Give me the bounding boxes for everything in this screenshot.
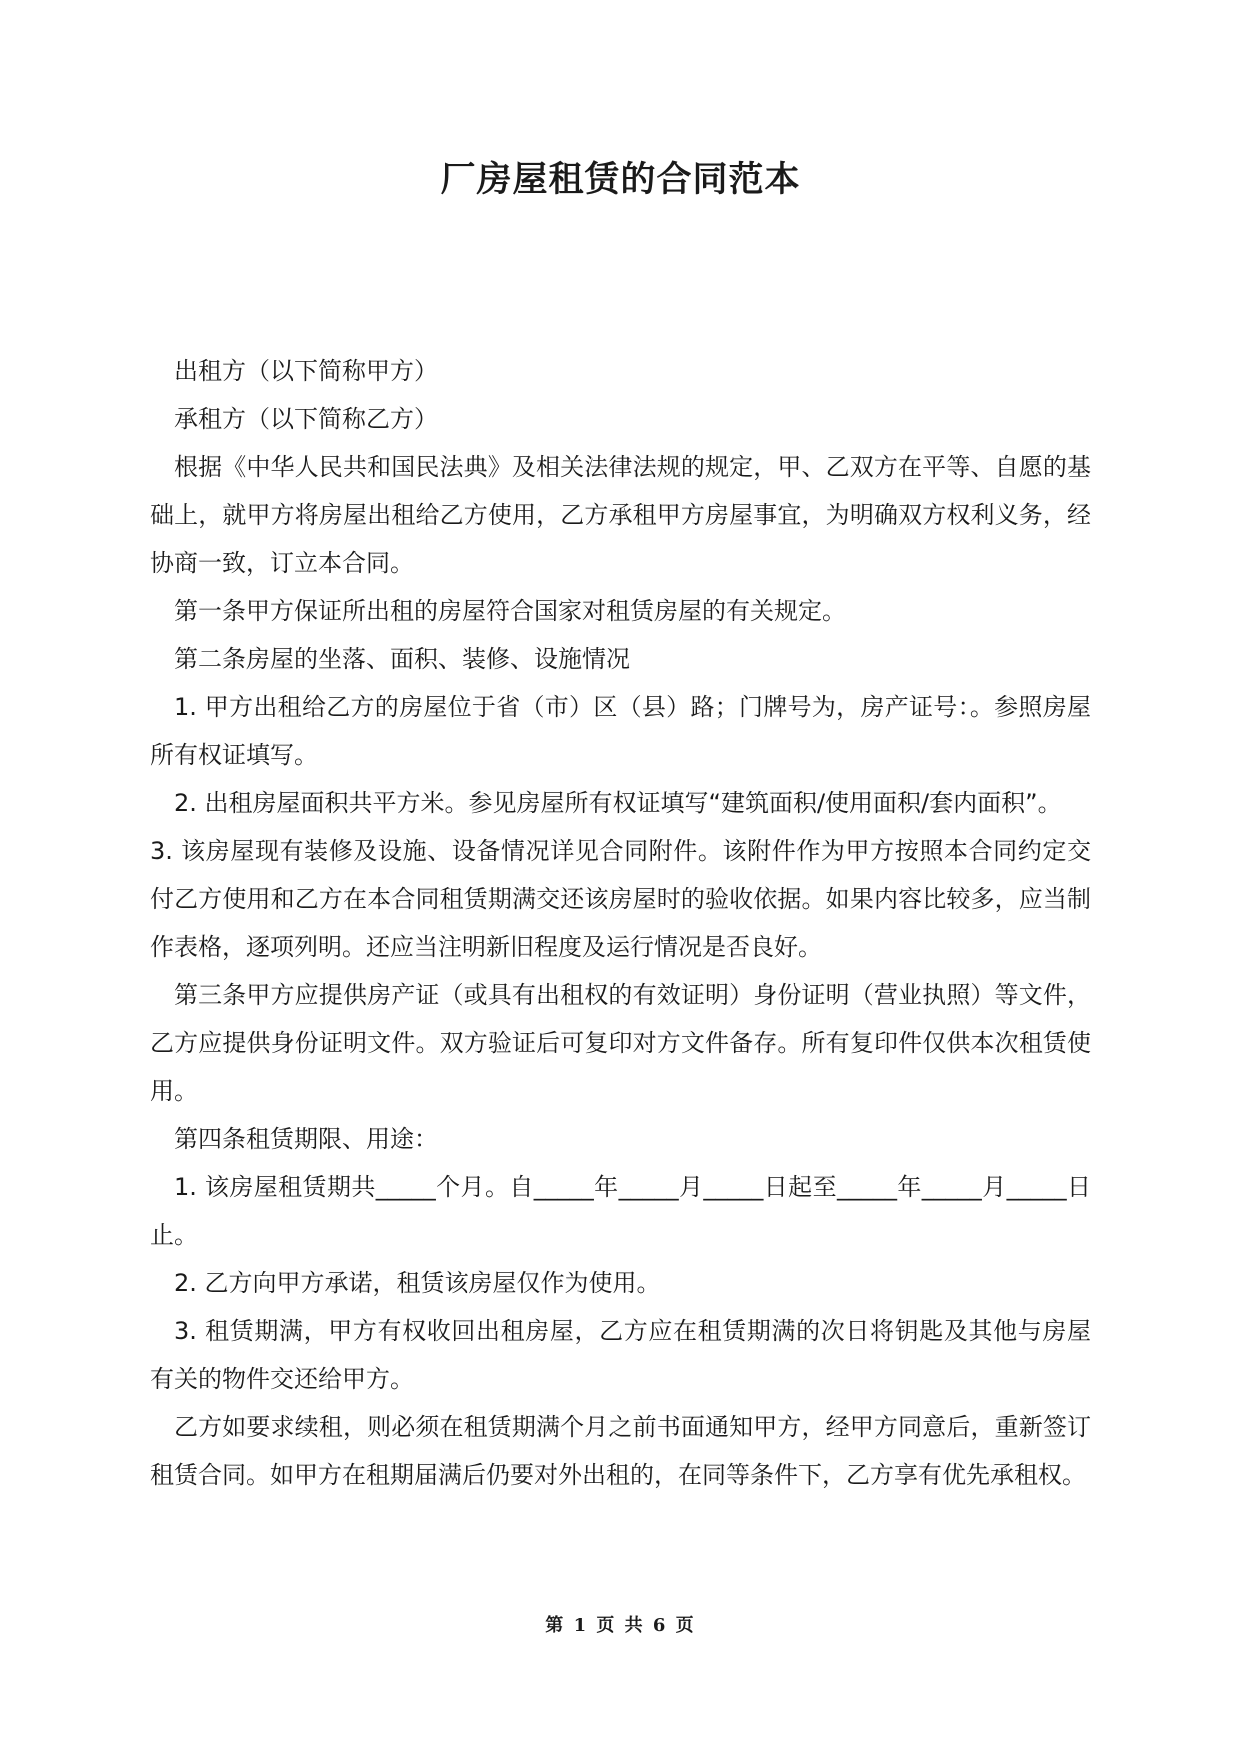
- document-title: 厂房屋租赁的合同范本: [440, 160, 801, 200]
- paragraph-article-1: 第一条甲方保证所出租的房屋符合国家对租赁房屋的有关规定。: [174, 597, 846, 625]
- page-number: 第 1 页 共 6 页: [545, 1615, 696, 1636]
- paragraph-article-4-item-1: 1. 该房屋租赁期共_____个月。自_____年_____月_____日起至_____年_____月_____日止。: [150, 1173, 1091, 1249]
- paragraph-article-4-item-3: 3. 租赁期满，甲方有权收回出租房屋，乙方应在租赁期满的次日将钥匙及其他与房屋有关的物件交还给甲方。: [150, 1317, 1091, 1393]
- paragraph-article-2-heading: 第二条房屋的坐落、面积、装修、设施情况: [174, 645, 630, 673]
- paragraph-article-2-item-2: 2. 出租房屋面积共平方米。参见房屋所有权证填写“建筑面积/使用面积/套内面积”。: [174, 789, 1062, 817]
- document-body: [150, 347, 1091, 1499]
- paragraph-article-3: 第三条甲方应提供房产证（或具有出租权的有效证明）身份证明（营业执照）等文件，乙方应提供身份证明文件。双方验证后可复印对方文件备存。所有复印件仅供本次租赁使用。: [150, 981, 1091, 1105]
- paragraph-article-2-item-1: 1. 甲方出租给乙方的房屋位于省（市）区（县）路；门牌号为，房产证号：。参照房屋所有权证填写。: [150, 693, 1091, 769]
- paragraph-lessor: 出租方（以下简称甲方）: [174, 357, 438, 385]
- paragraph-article-4-item-2: 2. 乙方向甲方承诺，租赁该房屋仅作为使用。: [174, 1269, 661, 1297]
- paragraph-article-2-item-3: 3. 该房屋现有装修及设施、设备情况详见合同附件。该附件作为甲方按照本合同约定交付乙方使用和乙方在本合同租赁期满交还该房屋时的验收依据。如果内容比较多，应当制作表格，逐项列明。还应当注明新旧程度及运行情况是否良好。: [150, 837, 1091, 961]
- paragraph-article-4-heading: 第四条租赁期限、用途：: [174, 1125, 438, 1153]
- paragraph-renewal: 乙方如要求续租，则必须在租赁期满个月之前书面通知甲方，经甲方同意后，重新签订租赁合同。如甲方在租期届满后仍要对外出租的，在同等条件下，乙方享有优先承租权。: [150, 1413, 1091, 1489]
- paragraph-lessee: 承租方（以下简称乙方）: [174, 405, 438, 433]
- paragraph-preamble: 根据《中华人民共和国民法典》及相关法律法规的规定，甲、乙双方在平等、自愿的基础上，就甲方将房屋出租给乙方使用，乙方承租甲方房屋事宜，为明确双方权利义务，经协商一致，订立本合同。: [150, 453, 1091, 577]
